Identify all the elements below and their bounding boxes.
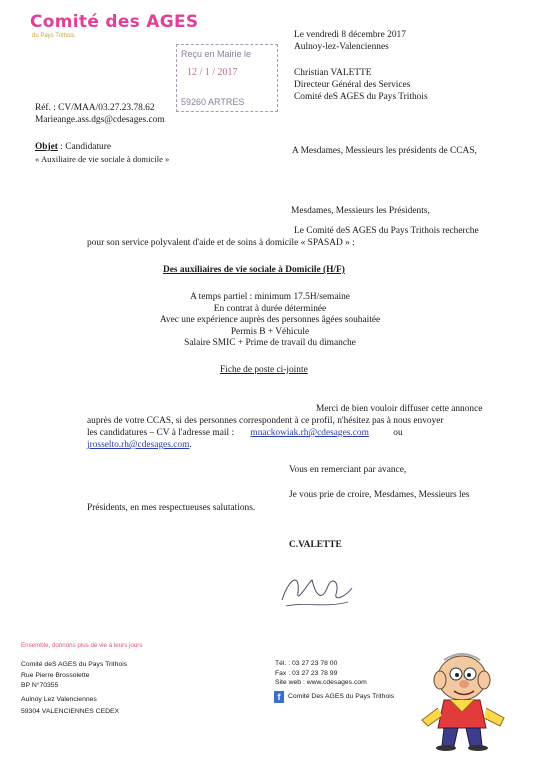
org-logo: Comité des AGES — [30, 12, 199, 32]
address-line: BP N°70355 — [21, 682, 59, 689]
handwritten-signature — [276, 566, 356, 614]
paragraph-1-end: . — [189, 440, 192, 450]
footer-web[interactable]: Site web : www.cdesages.com — [275, 679, 367, 686]
footer-facebook-label[interactable]: Comité Des AGES du Pays Trithois — [288, 693, 395, 700]
job-title: Des auxiliaires de vie sociale à Domicile (H/F) — [163, 265, 345, 275]
conditions-list — [0, 292, 540, 350]
facebook-icon[interactable]: f — [274, 691, 284, 703]
sender-org: Comité deS AGES du Pays Trithois — [294, 92, 428, 102]
intro-line-1: Le Comité deS AGES du Pays Trithois recherche — [294, 226, 479, 236]
org-logo-tagline: du Pays Trithois — [32, 33, 75, 39]
object-value: : Candidature — [60, 142, 112, 152]
object-label: Objet — [35, 142, 58, 152]
reception-stamp — [176, 44, 278, 112]
footer-contact — [275, 659, 367, 688]
letter-date: Le vendredi 8 décembre 2017 — [294, 30, 406, 40]
paragraph-1-or: ou — [393, 428, 403, 438]
intro-line-2: pour son service polyvalent d'aide et de soins à domicile « SPASAD » : — [87, 238, 355, 248]
sender-name: Christian VALETTE — [294, 68, 372, 78]
address-line: Comité deS AGES du Pays Trithois — [21, 661, 128, 668]
signature-name: C.VALETTE — [289, 540, 342, 550]
paragraph-1-line-2: auprès de votre CCAS, si des personnes correspondent à ce profil, n'hésitez pas à nous envoyer — [87, 416, 444, 426]
thanks-line: Vous en remerciant par avance, — [289, 465, 407, 475]
paragraph-1-text: les candidatures – CV à l'adresse mail : — [87, 428, 235, 438]
address-line: Rue Pierre Brossolette — [21, 671, 90, 679]
recipient: A Mesdames, Messieurs les présidents de CCAS, — [292, 146, 477, 156]
attachment-note: Fiche de poste ci-jointe — [220, 365, 308, 375]
condition-item: Avec une expérience auprès des personnes âgées souhaitée — [159, 315, 381, 325]
stamp-line-3: 59260 ARTRES — [181, 97, 245, 107]
reference-email[interactable]: Marieange.ass.dgs@cdesages.com — [35, 115, 165, 125]
footer-slogan: Ensemble, donnons plus de vie à leurs jours — [21, 642, 143, 649]
object-detail: « Auxiliaire de vie sociale à domicile » — [35, 154, 170, 164]
stamp-line-1: Reçu en Mairie le — [181, 49, 252, 59]
closing-line-1: Je vous prie de croire, Mesdames, Messieurs les — [289, 490, 470, 500]
object-line — [35, 142, 111, 152]
sender-title: Directeur Général des Services — [294, 80, 411, 90]
email-link-1[interactable]: mnackowiak.rh@cdesages.com — [250, 428, 369, 438]
condition-item: A temps partiel : minimum 17.5H/semaine — [190, 292, 350, 302]
paragraph-1-line-4 — [87, 440, 192, 450]
mascot-illustration — [414, 648, 524, 752]
condition-item: En contrat à durée déterminée — [213, 303, 327, 314]
salutation: Mesdames, Messieurs les Présidents, — [291, 206, 430, 216]
footer-fax: Fax : 03 27 23 78 99 — [275, 669, 338, 677]
condition-item: Salaire SMIC + Prime de travail du dimanche — [184, 338, 356, 348]
email-link-2[interactable]: jrosselto.rh@cdesages.com — [87, 440, 190, 450]
footer-tel: Tél. : 03 27 23 78 00 — [275, 660, 338, 667]
stamp-handwritten-date: 12 / 1 / 2017 — [187, 67, 238, 78]
address-line: 59304 VALENCIENNES CEDEX — [21, 708, 120, 715]
closing-line-2: Présidents, en mes respectueuses salutations. — [87, 503, 256, 513]
paragraph-1-line-1: Merci de bien vouloir diffuser cette annonce — [316, 404, 483, 414]
reference: Réf. : CV/MAA/03.27.23.78.62 — [35, 103, 155, 113]
letter-place: Aulnoy-lez-Valenciennes — [294, 42, 389, 52]
condition-item: Permis B + Véhicule — [230, 326, 310, 337]
footer-address — [21, 660, 127, 718]
paragraph-1-line-3 — [87, 428, 403, 438]
address-line: Aulnoy Lez Valenciennes — [21, 695, 97, 703]
